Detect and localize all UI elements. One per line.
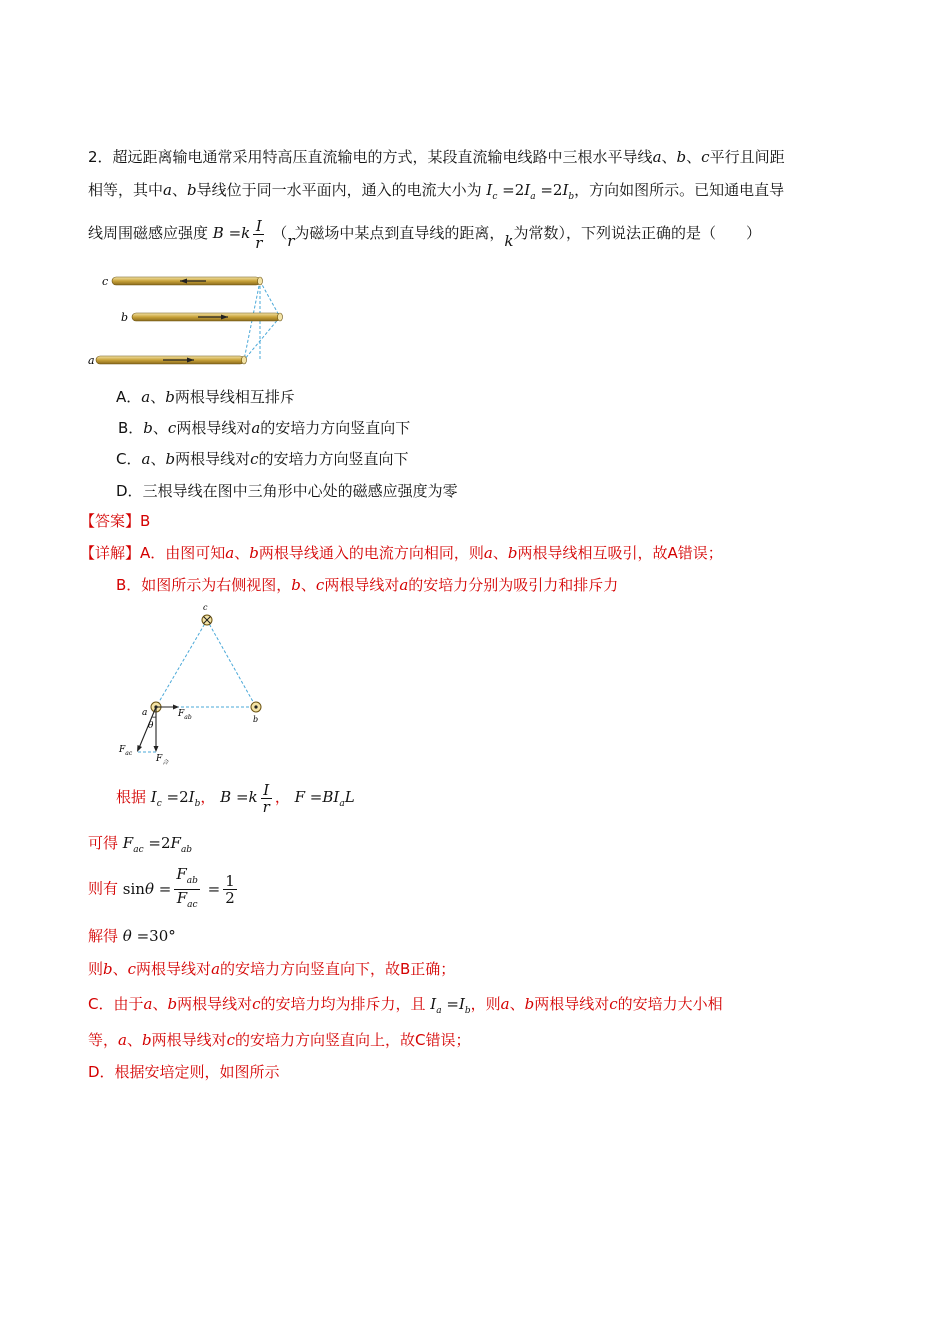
formula-b: B =k $\frac{I}{r}$ (220, 780, 270, 816)
option-a[interactable]: A．a、b两根导线相互排斥 (116, 388, 295, 406)
analysis-b: B．如图所示为右侧视图，b、c两根导线对a的安培力分别为吸引力和排斥力 (116, 576, 619, 594)
label-fnet: $F_合$ (156, 754, 169, 766)
question-line-2: 相等，其中a、b导线位于同一水平面内，通入的电流大小为 $I_c =2I_a =2I_b$，方向如图所示。已知通电直导 (88, 181, 785, 202)
formula-f: $F =BI_aL$ (294, 788, 355, 809)
field-formula: B =k $\frac{I}{r}$ (212, 216, 263, 252)
option-d[interactable]: D．三根导线在图中三角形中心处的磁感应强度为零 (116, 482, 458, 500)
option-b[interactable]: B．b、c两根导线对a的安培力方向竖直向下 (118, 419, 411, 437)
basis-line: 根据 $I_c =2I_b$， B =k $\frac{I}{r}$ ， $F =BI_aL$ (116, 780, 355, 816)
formula-ia-ib: $I_a =I_b$ (430, 995, 471, 1016)
formula-ic: $I_c =2I_b$ (150, 788, 201, 809)
question-line-1: 2．超远距离输电通常采用特高压直流输电的方式，某段直流输电线路中三根水平导线a、b、c平行且间距 (88, 148, 785, 166)
wire-a (96, 356, 247, 364)
label-c: c (102, 275, 109, 288)
wire-c (112, 277, 263, 285)
get-line: 可得 $F_{ac} =2F_{ab}$ (88, 834, 193, 855)
wire-c-cross-icon (202, 615, 212, 625)
figure-force-diagram (110, 600, 280, 770)
label-c-2: c (203, 603, 208, 612)
label-theta: θ (148, 721, 154, 731)
label-fac: $F_{ac}$ (119, 745, 133, 757)
analysis-a: 【详解】A．由图可知a、b两根导线通入的电流方向相同，则a、b两根导线相互吸引，故A错误； (80, 544, 723, 562)
formula-sin: sinθ = $\frac{F_{ab}}{F_{ac}}$ = $\frac{1}{2}$ (122, 865, 235, 910)
label-b: b (121, 311, 129, 324)
formula-theta: θ =30° (122, 927, 176, 945)
analysis-d: D．根据安培定则，如图所示 (88, 1063, 280, 1081)
label-fab: $F_{ab}$ (178, 709, 192, 721)
dashed-triangle-2 (137, 620, 259, 752)
label-a-2: a (142, 708, 148, 718)
then-line: 则有 sinθ = $\frac{F_{ab}}{F_{ac}}$ = $\frac{1}{2}$ (88, 866, 240, 913)
analysis-c-line-2: 等，a、b两根导线对c的安培力方向竖直向上，故C错误； (88, 1031, 471, 1049)
current-relation-formula: $I_c =2I_a =2I_b$ (486, 181, 575, 202)
conclusion-b: 则b、c两根导线对a的安培力方向竖直向下，故B正确； (88, 960, 456, 978)
option-c[interactable]: C．a、b两根导线对c的安培力方向竖直向下 (116, 450, 409, 468)
answer-line: 【答案】B (80, 512, 151, 530)
wire-b (132, 313, 283, 321)
formula-fac: $F_{ac} =2F_{ab}$ (122, 834, 193, 855)
question-line-3: 线周围磁感应强度 B =k $\frac{I}{r}$ （r为磁场中某点到直导线的距离，k为常数），下列说法正确的是（ ） (88, 216, 762, 252)
label-a: a (88, 354, 95, 367)
figure-three-wires (88, 268, 298, 374)
wire-b-dot-icon (251, 702, 261, 712)
label-b-2: b (253, 715, 259, 724)
analysis-c-line-1: C．由于a、b两根导线对c的安培力均为排斥力，且 $I_a =I_b$，则a、b两根导线对c的安培力大小相 (88, 995, 723, 1016)
solve-line: 解得 θ =30° (88, 927, 176, 945)
